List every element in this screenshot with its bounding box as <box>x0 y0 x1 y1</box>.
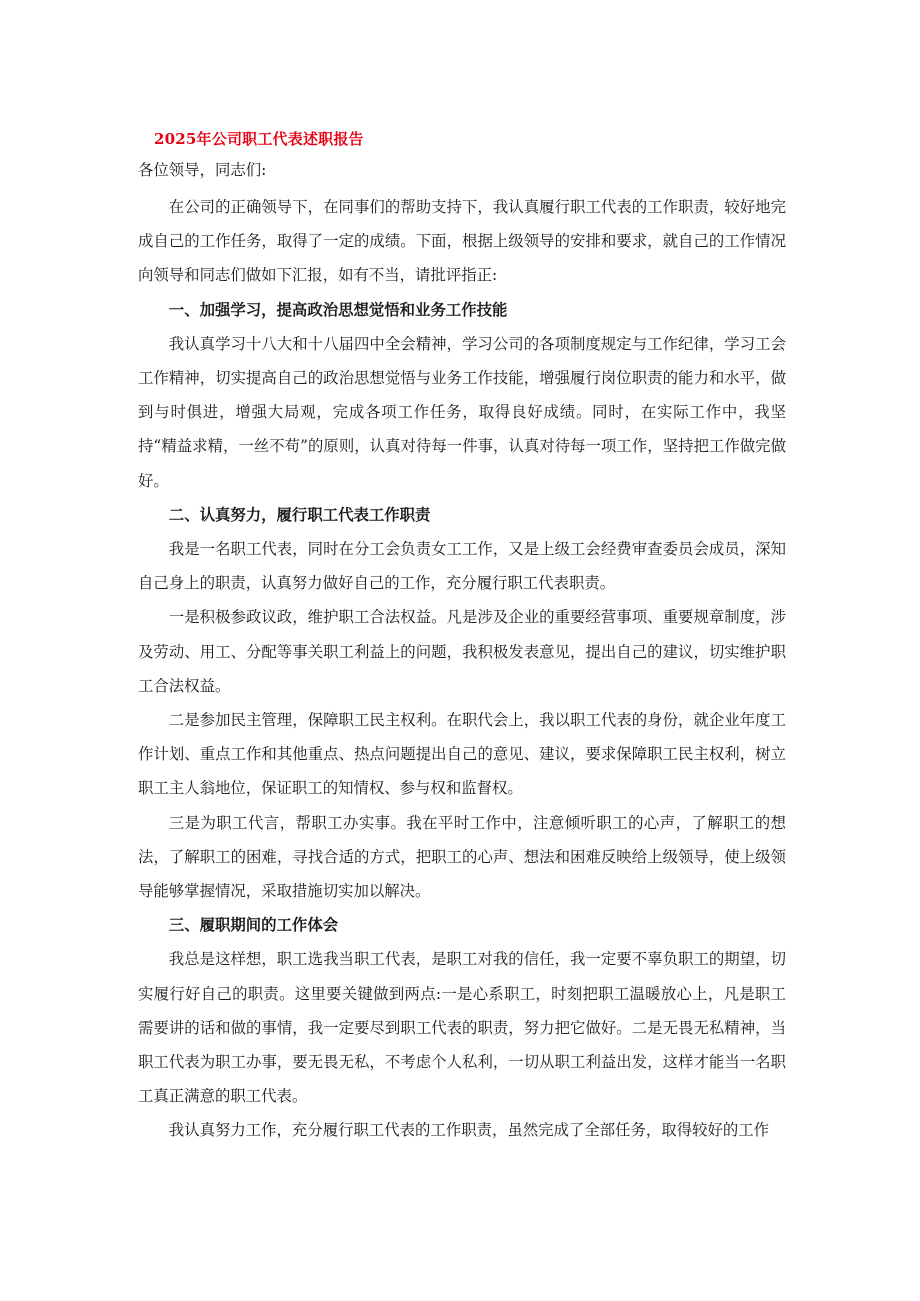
intro-paragraph: 在公司的正确领导下，在同事们的帮助支持下，我认真履行职工代表的工作职责，较好地完成自己的工作任务，取得了一定的成绩。下面，根据上级领导的安排和要求，就自己的工作情况向领导和同志们做如下汇报，如有不当，请批评指正: <box>138 198 786 285</box>
document-body <box>138 190 786 1148</box>
section-3-paragraph-2: 我认真努力工作，充分履行职工代表的工作职责，虽然完成了全部任务，取得较好的工作 <box>168 1121 770 1140</box>
salutation: 各位领导，同志们: <box>138 161 267 179</box>
section-2-heading: 二、认真努力，履行职工代表工作职责 <box>168 505 431 524</box>
section-2-paragraph-3: 二是参加民主管理，保障职工民主权利。在职代会上，我以职工代表的身份，就企业年度工作计划、重点工作和其他重点、热点问题提出自己的意见、建议，要求保障职工民主权利，树立职工主人翁地位，保证职工的知情权、参与权和监督权。 <box>138 711 786 798</box>
section-2-paragraph-2: 一是积极参政议政，维护职工合法权益。凡是涉及企业的重要经营事项、重要规章制度，涉及劳动、用工、分配等事关职工利益上的问题，我积极发表意见，提出自己的建议，切实维护职工合法权益。 <box>138 608 786 695</box>
section-3-paragraph-1: 我总是这样想，职工选我当职工代表，是职工对我的信任，我一定要不辜负职工的期望，切实履行好自己的职责。这里要关键做到两点:一是心系职工，时刻把职工温暖放心上，凡是职工需要讲的话和做的事情，我一定要尽到职工代表的职责，努力把它做好。二是无畏无私精神，当职工代表为职工办事，要无畏无私，不考虑个人私利，一切从职工利益出发，这样才能当一名职工真正满意的职工代表。 <box>138 950 786 1106</box>
section-2-paragraph-4: 三是为职工代言，帮职工办实事。我在平时工作中，注意倾听职工的心声，了解职工的想法，了解职工的困难，寻找合适的方式，把职工的心声、想法和困难反映给上级领导，使上级领导能够掌握情况，采取措施切实加以解决。 <box>138 813 786 901</box>
document-title: 2025年公司职工代表述职报告 <box>154 130 364 148</box>
section-2-paragraph-1: 我是一名职工代表，同时在分工会负责女工工作，又是上级工会经费审查委员会成员，深知自己身上的职责，认真努力做好自己的工作，充分履行职工代表职责。 <box>138 540 786 593</box>
section-3-heading: 三、履职期间的工作体会 <box>168 916 339 935</box>
section-1-heading: 一、加强学习，提高政治思想觉悟和业务工作技能 <box>168 300 508 319</box>
section-1-paragraph: 我认真学习十八大和十八届四中全会精神，学习公司的各项制度规定与工作纪律，学习工会工作精神，切实提高自己的政治思想觉悟与业务工作技能，增强履行岗位职责的能力和水平，做到与时俱进，增强大局观，完成各项工作任务，取得良好成绩。同时，在实际工作中，我坚持“精益求精，一丝不苟”的原则，认真对待每一件事，认真对待每一项工作，坚持把工作做完做好。 <box>138 334 786 490</box>
